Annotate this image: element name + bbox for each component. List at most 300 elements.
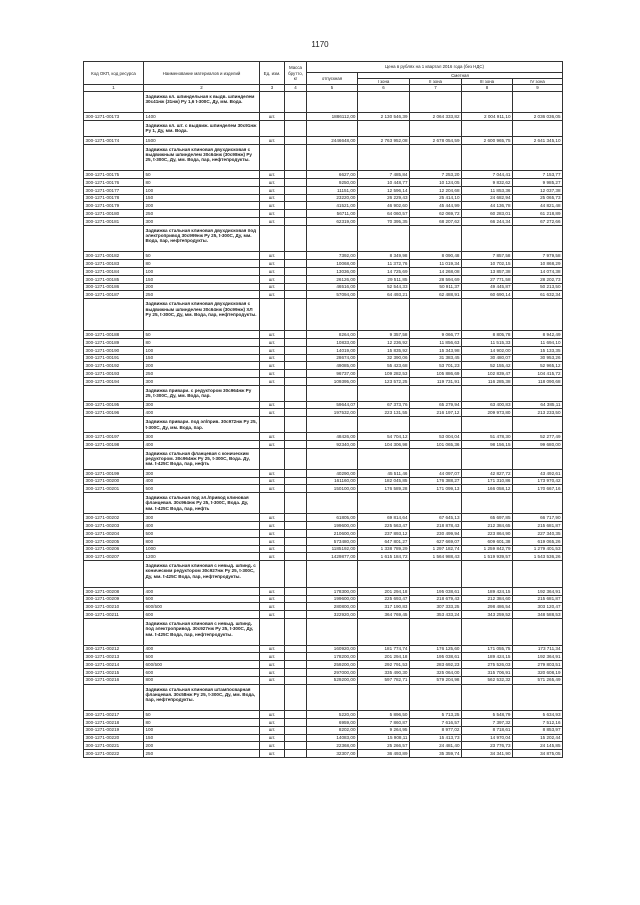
item-unit: шт. [260,252,285,260]
group-title: Задвижка привари. с редуктором 30с964нж Ру 25, t-300С, Ду, мм. Вода, пар. [144,385,260,401]
column-number: 9 [513,85,563,92]
table-row [84,742,563,750]
item-price-release: 199600,00 [307,595,358,603]
item-size: 100 [144,346,260,354]
item-price-zone-1: 335 490,30 [358,668,410,676]
item-mass [285,514,307,522]
item-code: 300-1271-00177 [84,186,144,194]
item-price-zone-4: 227 340,35 [513,529,563,537]
item-price-zone-2: 25 414,10 [410,194,462,202]
item-unit: шт. [260,711,285,719]
item-mass [285,718,307,726]
item-price-zone-3: 343 259,52 [462,611,513,619]
item-unit: шт. [260,553,285,561]
item-mass [285,553,307,561]
item-unit: шт. [260,291,285,299]
table-row [84,283,563,291]
group-cell [84,448,144,469]
group-cell [513,493,563,514]
item-price-zone-2: 45 444,99 [410,202,462,210]
header-unit: Ед. изм. [260,62,285,85]
table-row [84,275,563,283]
group-cell [513,618,563,645]
group-cell [462,225,513,252]
item-size: 400 [144,409,260,417]
group-cell [358,225,410,252]
item-unit: шт. [260,676,285,684]
group-cell [358,385,410,401]
group-cell [513,121,563,137]
item-mass [285,545,307,553]
item-price-release: 160920,00 [307,645,358,653]
group-cell [358,561,410,588]
item-unit: шт. [260,440,285,448]
item-size: 250 [144,370,260,378]
group-row [84,417,563,433]
item-price-zone-2: 8 977,02 [410,726,462,734]
item-price-zone-3: 189 424,15 [462,653,513,661]
item-price-zone-4: 61 218,89 [513,210,563,218]
item-unit: шт. [260,275,285,283]
item-price-zone-1: 317 190,83 [358,603,410,611]
item-code: 300-1271-00194 [84,378,144,386]
item-price-release: 10068,00 [307,260,358,268]
table-row [84,611,563,619]
item-mass [285,260,307,268]
item-mass [285,522,307,530]
item-price-release: 2446648,00 [307,136,358,144]
item-size: 1200 [144,553,260,561]
item-price-zone-3: 298 486,54 [462,603,513,611]
item-price-zone-4: 215 681,87 [513,522,563,530]
item-price-zone-4: 44 821,48 [513,202,563,210]
item-price-zone-1: 67 373,76 [358,401,410,409]
group-cell [285,121,307,137]
item-size: 500 [144,529,260,537]
item-code: 300-1271-00218 [84,718,144,726]
item-unit: шт. [260,113,285,121]
item-size: 400 [144,440,260,448]
group-cell [462,684,513,711]
table-row [84,734,563,742]
item-price-release: 1429877,00 [307,553,358,561]
item-unit: шт. [260,331,285,339]
item-price-zone-3: 52 155,42 [462,362,513,370]
item-price-zone-4: 67 272,66 [513,218,563,226]
group-cell [307,448,358,469]
item-price-zone-3: 2 600 965,75 [462,136,513,144]
item-price-zone-1: 123 572,25 [358,378,410,386]
item-price-zone-3: 212 384,65 [462,522,513,530]
item-unit: шт. [260,469,285,477]
item-price-zone-1: 64 060,57 [358,210,410,218]
item-price-release: 529200,00 [307,676,358,684]
item-price-zone-3: 11 853,36 [462,186,513,194]
item-code: 300-1271-00221 [84,742,144,750]
item-price-zone-3: 1 259 842,79 [462,545,513,553]
item-price-zone-3: 5 548,79 [462,711,513,719]
item-unit: шт. [260,545,285,553]
table-row [84,537,563,545]
item-price-zone-1: 11 372,76 [358,260,410,268]
group-cell [285,561,307,588]
item-price-zone-3: 275 526,03 [462,661,513,669]
item-unit: шт. [260,477,285,485]
item-price-release: 32307,00 [307,750,358,758]
item-mass [285,587,307,595]
item-size: 800 [144,676,260,684]
group-cell [84,684,144,711]
item-price-release: 26126,00 [307,275,358,283]
item-size: 150 [144,194,260,202]
item-price-zone-2: 7 253,20 [410,171,462,179]
item-mass [285,529,307,537]
table-row [84,346,563,354]
group-cell [260,618,285,645]
item-code: 300-1271-00175 [84,171,144,179]
item-price-release: 56711,00 [307,210,358,218]
item-price-zone-4: 7 512,16 [513,718,563,726]
table-row [84,545,563,553]
item-price-zone-1: 104 306,98 [358,440,410,448]
group-cell [307,144,358,171]
item-price-zone-1: 5 896,50 [358,711,410,719]
item-price-zone-3: 66 244,34 [462,218,513,226]
item-price-zone-3: 60 283,01 [462,210,513,218]
table-row [84,668,563,676]
item-unit: шт. [260,742,285,750]
group-cell [410,417,462,433]
item-price-release: 6627,00 [307,171,358,179]
item-price-release: 322920,00 [307,611,358,619]
table-row [84,401,563,409]
item-price-zone-4: 24 145,85 [513,742,563,750]
item-price-zone-3: 14 902,00 [462,346,513,354]
item-mass [285,346,307,354]
group-cell [513,299,563,331]
group-cell [462,121,513,137]
item-unit: шт. [260,171,285,179]
table-row [84,469,563,477]
item-price-release: 210600,00 [307,529,358,537]
group-cell [358,92,410,113]
table-row [84,440,563,448]
group-cell [358,618,410,645]
group-cell [462,493,513,514]
item-price-zone-2: 9 066,77 [410,331,462,339]
item-price-zone-3: 49 445,87 [462,283,513,291]
item-price-zone-2: 579 204,98 [410,676,462,684]
item-price-zone-4: 2 036 036,05 [513,113,563,121]
item-price-zone-2: 50 911,37 [410,283,462,291]
item-unit: шт. [260,370,285,378]
item-price-zone-2: 1 297 182,74 [410,545,462,553]
item-price-zone-4: 1 543 536,26 [513,553,563,561]
item-size: 300 [144,401,260,409]
item-price-release: 178300,00 [307,587,358,595]
group-cell [358,121,410,137]
item-price-release: 40290,00 [307,469,358,477]
header-zone-4: IV зона [513,79,563,85]
item-price-zone-1: 7 860,87 [358,718,410,726]
group-title: Задвижка привари. под эл/прив. 30с972нж Ру 25, t-300С, Ду, мм. Вода, пар. [144,417,260,433]
item-mass [285,268,307,276]
item-price-zone-2: 216 197,12 [410,409,462,417]
column-number: 6 [358,85,410,92]
item-price-zone-1: 64 493,21 [358,291,410,299]
group-cell [462,561,513,588]
table-row [84,113,563,121]
item-price-zone-2: 11 856,63 [410,339,462,347]
table-row [84,553,563,561]
item-size: 400 [144,522,260,530]
group-cell [513,225,563,252]
item-mass [285,469,307,477]
item-price-release: 150100,00 [307,485,358,493]
item-price-zone-1: 8 349,98 [358,252,410,260]
item-price-zone-2: 119 731,91 [410,378,462,386]
item-mass [285,202,307,210]
item-price-zone-4: 2 641 345,10 [513,136,563,144]
group-cell [307,561,358,588]
item-size: 200 [144,283,260,291]
group-title: Задвижка кл. шт. с выдвиж. шпинделем 30с91нж Ру 1, Ду, мм. Вода. [144,121,260,137]
item-price-zone-4: 303 120,47 [513,603,563,611]
item-code: 300-1271-00190 [84,346,144,354]
table-row [84,653,563,661]
item-unit: шт. [260,522,285,530]
item-price-zone-2: 35 359,74 [410,750,462,758]
item-price-zone-1: 36 493,89 [358,750,410,758]
item-mass [285,750,307,758]
item-size: 150 [144,275,260,283]
item-size: 200 [144,202,260,210]
item-price-zone-1: 292 791,53 [358,661,410,669]
item-code: 300-1271-00182 [84,252,144,260]
item-price-zone-3: 30 480,07 [462,354,513,362]
item-code: 300-1271-00191 [84,354,144,362]
group-row [84,144,563,171]
item-price-zone-2: 62 488,91 [410,291,462,299]
group-cell [307,493,358,514]
item-mass [285,734,307,742]
item-size: 250 [144,210,260,218]
group-cell [285,618,307,645]
item-price-zone-2: 24 481,40 [410,742,462,750]
item-price-zone-2: 176 388,27 [410,477,462,485]
item-price-release: 10833,00 [307,339,358,347]
item-code: 300-1271-00222 [84,750,144,758]
item-price-zone-4: 14 074,38 [513,268,563,276]
item-price-zone-4: 5 634,93 [513,711,563,719]
item-price-release: 23220,00 [307,194,358,202]
item-price-zone-3: 13 857,38 [462,268,513,276]
group-title: Задвижка кл. шпиндельная к выдв. шпинделем 30с41нж (31нж) Ру 1,6 t-300С, Ду, мм. Вода. [144,92,260,113]
item-price-zone-4: 30 953,26 [513,354,563,362]
header-zone-3: III зона [462,79,513,85]
item-price-release: 199600,00 [307,522,358,530]
item-size: 50 [144,252,260,260]
item-unit: шт. [260,587,285,595]
item-unit: шт. [260,378,285,386]
item-price-release: 573480,00 [307,537,358,545]
item-mass [285,339,307,347]
page-number: 1170 [311,40,329,49]
item-mass [285,668,307,676]
group-cell [260,493,285,514]
table-row [84,202,563,210]
item-price-zone-2: 230 499,94 [410,529,462,537]
group-cell [410,448,462,469]
item-size: 80 [144,260,260,268]
table-row [84,676,563,684]
item-code: 300-1271-00197 [84,433,144,441]
item-price-zone-2: 176 125,60 [410,645,462,653]
item-code: 300-1271-00192 [84,362,144,370]
table-row [84,260,563,268]
group-cell [410,684,462,711]
item-price-zone-1: 2 130 546,39 [358,113,410,121]
table-row [84,179,563,187]
item-price-zone-1: 55 423,68 [358,362,410,370]
item-price-zone-3: 223 864,90 [462,529,513,537]
item-price-zone-3: 609 601,38 [462,537,513,545]
item-size: 300 [144,514,260,522]
group-row [84,618,563,645]
item-price-zone-1: 69 814,64 [358,514,410,522]
group-cell [84,385,144,401]
item-mass [285,275,307,283]
item-price-zone-3: 8 805,78 [462,331,513,339]
item-code: 300-1271-00187 [84,291,144,299]
item-price-zone-3: 562 532,32 [462,676,513,684]
group-cell [513,144,563,171]
item-code: 300-1271-00200 [84,477,144,485]
item-price-zone-4: 279 803,51 [513,661,563,669]
item-unit: шт. [260,268,285,276]
item-size: 500 [144,485,260,493]
item-price-zone-4: 7 979,58 [513,252,563,260]
table-row [84,645,563,653]
item-size: 200 [144,742,260,750]
table-row [84,661,563,669]
group-cell [462,417,513,433]
item-price-release: 178200,00 [307,653,358,661]
item-price-zone-1: 597 782,71 [358,676,410,684]
item-price-zone-1: 182 045,85 [358,477,410,485]
item-unit: шт. [260,529,285,537]
group-cell [285,684,307,711]
group-cell [462,92,513,113]
item-price-release: 1185192,00 [307,545,358,553]
item-price-zone-3: 116 285,38 [462,378,513,386]
item-price-zone-1: 237 893,12 [358,529,410,537]
item-price-release: 46516,00 [307,283,358,291]
item-size: 1400 [144,113,260,121]
table-row [84,514,563,522]
item-price-release: 161160,00 [307,477,358,485]
item-price-zone-1: 15 835,92 [358,346,410,354]
item-code: 300-1271-00220 [84,734,144,742]
item-mass [285,252,307,260]
item-code: 300-1271-00209 [84,595,144,603]
item-mass [285,179,307,187]
item-unit: шт. [260,194,285,202]
item-unit: шт. [260,210,285,218]
group-title: Задвижка стальная клиновая двухдисковая с выдвижным шпинделем 30с64нж (30с99нж) ХЛ Ру 25, t-300С, Ду, мм. Вода, пар, нефтепродукты. [144,299,260,331]
item-unit: шт. [260,734,285,742]
item-size: 400 [144,587,260,595]
item-code: 300-1271-00214 [84,661,144,669]
item-price-zone-4: 28 202,73 [513,275,563,283]
item-price-zone-2: 12 204,68 [410,186,462,194]
item-price-zone-1: 109 282,53 [358,370,410,378]
item-code: 300-1271-00193 [84,370,144,378]
group-cell [358,493,410,514]
item-unit: шт. [260,661,285,669]
group-cell [462,618,513,645]
item-price-zone-1: 70 395,35 [358,218,410,226]
item-code: 300-1271-00176 [84,179,144,187]
item-price-zone-1: 54 704,12 [358,433,410,441]
item-code: 300-1271-00210 [84,603,144,611]
item-mass [285,653,307,661]
item-unit: шт. [260,485,285,493]
item-price-zone-3: 34 341,90 [462,750,513,758]
item-mass [285,136,307,144]
item-code: 300-1271-00204 [84,529,144,537]
item-price-zone-1: 45 511,46 [358,469,410,477]
item-price-release: 57094,00 [307,291,358,299]
item-code: 300-1271-00178 [84,194,144,202]
table-row [84,186,563,194]
item-size: 250 [144,750,260,758]
table-row [84,291,563,299]
group-cell [84,618,144,645]
item-size: 500 [144,595,260,603]
item-price-release: 41521,00 [307,202,358,210]
item-price-zone-4: 7 153,77 [513,171,563,179]
item-size: 300 [144,469,260,477]
group-cell [260,448,285,469]
item-code: 300-1271-00195 [84,401,144,409]
item-price-zone-3: 7 044,41 [462,171,513,179]
column-number: 5 [307,85,358,92]
group-cell [307,225,358,252]
item-code: 300-1271-00185 [84,275,144,283]
item-code: 300-1271-00174 [84,136,144,144]
item-price-zone-2: 218 679,43 [410,595,462,603]
item-price-release: 9250,00 [307,179,358,187]
item-size: 150 [144,734,260,742]
item-price-release: 62319,00 [307,218,358,226]
item-price-release: 14083,00 [307,734,358,742]
group-cell [462,144,513,171]
item-price-release: 8264,00 [307,331,358,339]
item-unit: шт. [260,179,285,187]
group-cell [410,618,462,645]
item-size: 500 [144,653,260,661]
group-cell [307,121,358,137]
item-price-zone-3: 171 310,86 [462,477,513,485]
item-price-zone-3: 10 702,15 [462,260,513,268]
item-size: 300 [144,218,260,226]
table-row [84,726,563,734]
group-cell [307,385,358,401]
item-price-zone-2: 68 207,62 [410,218,462,226]
group-title: Задвижка стальная под эл./привод клиновая фланцевая. 30с964нж Ру 25, t-300С, Вода. Ду, мм. t-425С Вода, пар, нефть [144,493,260,514]
group-cell [260,561,285,588]
